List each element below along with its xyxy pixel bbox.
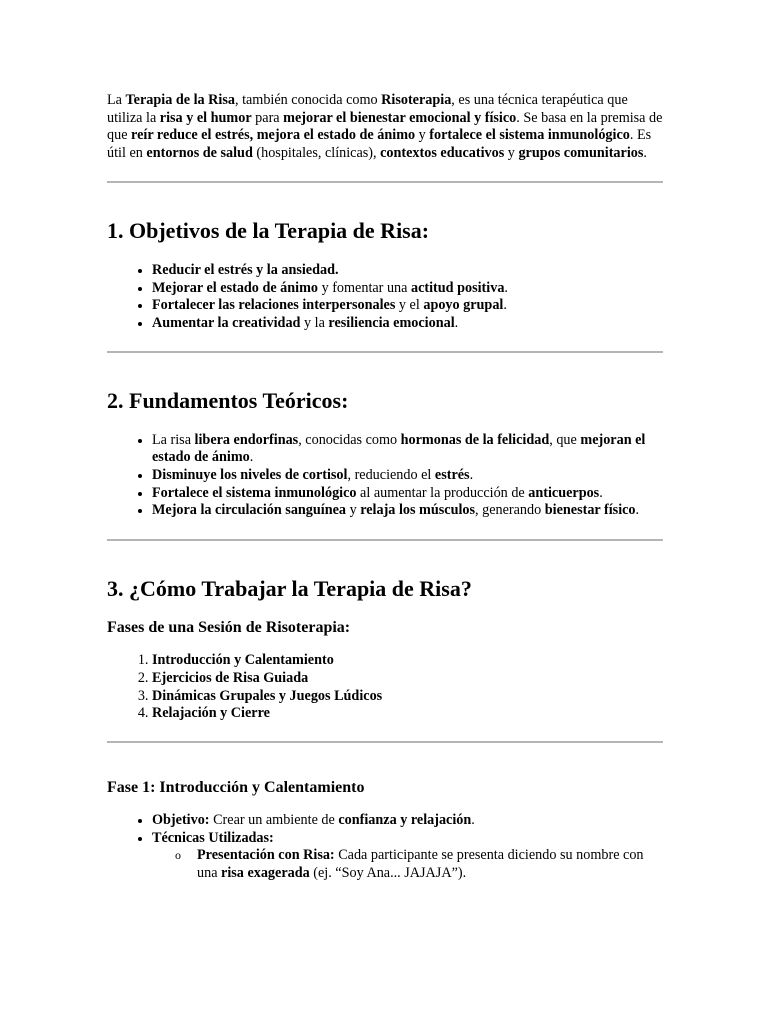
- list-item: • La risa libera endorfinas, conocidas como hormonas de la felicidad, que mejoran el estado de ánimo.: [152, 432, 663, 467]
- techniques-label: Técnicas Utilizadas:: [152, 829, 274, 846]
- phases-subheading: Fases de una Sesión de Risoterapia:: [107, 619, 351, 637]
- list-item: • Mejora la circulación sanguínea y relaja los músculos, generando bienestar físico.: [152, 502, 663, 520]
- foundations-list: [107, 432, 663, 521]
- section-2-heading: 2. Fundamentos Teóricos:: [107, 387, 349, 413]
- list-item: • Disminuye los niveles de cortisol, reduciendo el estrés.: [152, 467, 663, 485]
- section-1-heading: 1. Objetivos de la Terapia de Risa:: [107, 217, 430, 243]
- list-item: • Reducir el estrés y la ansiedad.: [152, 262, 663, 280]
- technique-item: o Presentación con Risa: Cada participante se presenta diciendo su nombre con una risa exagerada (ej. “Soy Ana... JAJAJA”).: [175, 847, 644, 882]
- objective-item: • Objetivo: Crear un ambiente de confianza y relajación.: [152, 812, 663, 830]
- phase-item: 2. Ejercicios de Risa Guiada: [152, 670, 663, 688]
- intro-paragraph: La Terapia de la Risa, también conocida como Risoterapia, es una técnica terapéutica que utiliza la risa y el humor para mejorar el bienestar emocional y físico. Se basa en la premisa de que reír reduce el estrés, mejora el estado de ánimo y fortalece el sistema inmunológico. Es útil en entornos de salud (hospitales, clínicas), contextos educativos y grupos comunitarios.: [107, 92, 663, 162]
- phase-1-heading: Fase 1: Introducción y Calentamiento: [107, 778, 365, 796]
- phase-item: 3. Dinámicas Grupales y Juegos Lúdicos: [152, 688, 663, 706]
- techniques-sublist: [152, 847, 663, 882]
- list-item: • Fortalece el sistema inmunológico al aumentar la producción de anticuerpos.: [152, 485, 663, 503]
- list-item: • Fortalecer las relaciones interpersonales y el apoyo grupal.: [152, 297, 663, 315]
- list-item: • Mejorar el estado de ánimo y fomentar una actitud positiva.: [152, 280, 663, 298]
- phase-item: 4. Relajación y Cierre: [152, 705, 663, 723]
- techniques-item: [152, 830, 663, 883]
- phases-list: [107, 652, 663, 723]
- section-3-heading: 3. ¿Cómo Trabajar la Terapia de Risa?: [107, 576, 472, 602]
- objectives-list: [107, 262, 663, 333]
- document-page: [107, 92, 663, 883]
- list-item: • Aumentar la creatividad y la resiliencia emocional.: [152, 315, 663, 333]
- circle-bullet-icon: o: [175, 848, 181, 863]
- phase-item: 1. Introducción y Calentamiento: [152, 652, 663, 670]
- phase-1-list: [107, 812, 663, 883]
